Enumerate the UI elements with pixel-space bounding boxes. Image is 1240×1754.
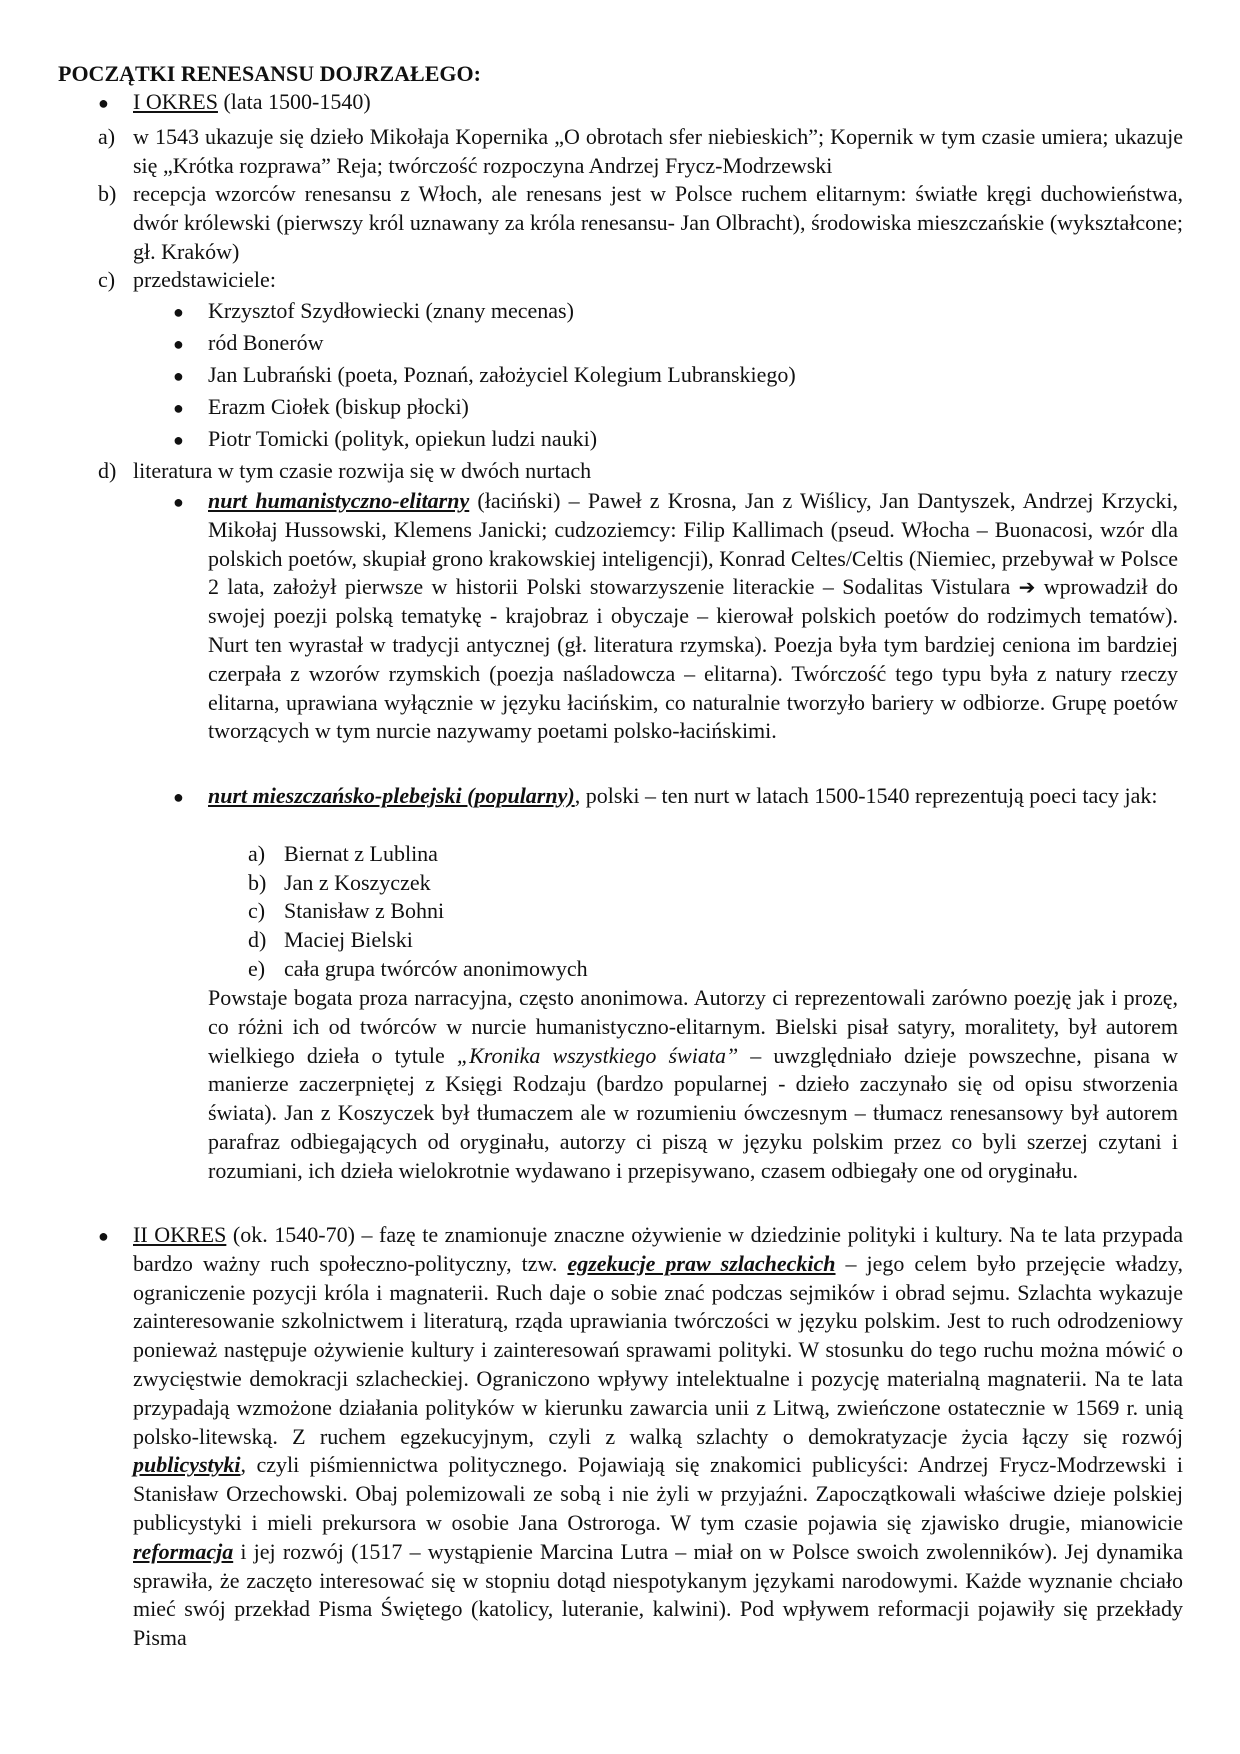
popular-current-text: , polski – ten nurt w latach 1500-1540 reprezentują poeci tacy jak: <box>574 783 1158 808</box>
list-label: d) <box>98 458 117 483</box>
poet-item: Stanisław z Bohni <box>284 898 445 923</box>
bullet-icon: ● <box>173 787 184 807</box>
period2-paragraph <box>133 1221 1183 1653</box>
popular-current-paragraph <box>208 782 1178 811</box>
poet-item: Biernat z Lublina <box>284 841 438 866</box>
poet-item: cała grupa twórców anonimowych <box>284 956 588 981</box>
list-label: d) <box>248 927 267 952</box>
representative-item: Krzysztof Szydłowiecki (znany mecenas) <box>208 298 574 323</box>
period2-text-3: , czyli piśmiennictwa politycznego. Pojawiają się znakomici publicyści: Andrzej Frycz-Modrzewski i Stanisław Orzechowski. Obaj polemizowali ze sobą i nie żyli w przyjaźni. Zapoczątkowali właściwe dzieje polskiej publicystyki i mieli prekursora w osobie Jana Ostroroga. W tym czasie pojawia się zjawisko drugie, mianowicie <box>133 1452 1183 1535</box>
period1-item-d: literatura w tym czasie rozwija się w dwóch nurtach <box>133 458 592 483</box>
list-label: a) <box>98 124 116 149</box>
popular-para-1: Powstaje bogata proza narracyjna, często anonimowa. Autorzy ci reprezentowali zarówno poezję jak i prozę, co różni ich od twórców w nurcie humanistyczno-elitarnym. Bielski pisał satyry, moralitety, był autorem wielkiego dzieła o tytule <box>208 985 1178 1068</box>
popular-para-2: – uwzględniało dzieje powszechne, pisana w manierze zaczerpniętej z Księgi Rodzaju (bardzo popularnej - dzieło zaczynało się od opisu stworzenia świata). Jan z Koszyczek był tłumaczem ale w rozumieniu ówczesnym – tłumacz renesansowy był autorem parafraz odbiegających od oryginału, autorzy ci piszą w języku polskim przez co byli szerzej czytani i rozumiani, ich dzieła wielokrotnie wydawano i przepisywano, czasem odbiegały one od oryginału. <box>208 1042 1179 1183</box>
period1-item-c: przedstawiciele: <box>133 267 276 292</box>
humanist-current-term: nurt humanistyczno-elitarny <box>208 488 470 513</box>
bullet-icon: ● <box>98 1226 109 1246</box>
humanist-text-1: (łaciński) – Paweł z Krosna, Jan z Wiślicy, Jan Dantyszek, Andrzej Krzycki, Mikołaj Hussowski, Klemens Janicki; cudzoziemcy: Filip Kallimach (pseud. Włocha – Buonacosi, wzór dla polskich poetów, skupiał grono krakowskiej inteligencji), Konrad Celtes/Celtis (Niemiec, przebywał w Polsce 2 lata, założył pierwsze w historii Polski stowarzyszenie literackie – Sodalitas Vistulara <box>208 488 1178 600</box>
period1-dates: (lata 1500-1540) <box>217 89 371 114</box>
period2-title: II OKRES <box>133 1222 227 1247</box>
period1-title: I OKRES <box>133 89 218 114</box>
period2-text-1: (ok. 1540-70) – fazę te znamionuje znaczne ożywienie w dziedzinie polityki i kultury. Na te lata przypada bardzo ważny ruch społeczno-polityczny, tzw. <box>133 1222 1183 1276</box>
bullet-icon: ● <box>173 398 184 418</box>
period2-text-4: i jej rozwój (1517 – wystąpienie Marcina Lutra – miał on w Polsce swoich zwolenników). Jej dynamika sprawiła, że zaczęto interesować się w stopniu dotąd niespotykanym językami narodowymi. Każde wyznanie chciało mieć swój przekład Pisma Świętego (katolicy, luteranie, kalwini). Pod wpływem reformacji pojawiły się przekłady Pisma <box>133 1538 1183 1651</box>
bullet-icon: ● <box>173 492 184 512</box>
bullet-icon: ● <box>173 334 184 354</box>
representative-item: Jan Lubrański (poeta, Poznań, założyciel Kolegium Lubranskiego) <box>208 362 796 387</box>
list-label: c) <box>248 898 266 923</box>
right-arrow-icon: ➔ <box>1018 575 1036 600</box>
period1-item-b: recepcja wzorców renesansu z Włoch, ale renesans jest w Polsce ruchem elitarnym: światłe kręgi duchowieństwa, dwór królewski (pierwszy król uznawany za króla renesansu- Jan Olbracht), środowiska mieszczańskie (wykształcone; gł. Kraków) <box>133 181 1183 264</box>
humanist-text-2: wprowadził do swojej poezji polską tematykę - krajobraz i obyczaje – kierował polskich poetów do rodzimych tematów). Nurt ten wyrastał w tradycji antycznej (gł. literatura rzymska). Poezja była tym bardziej ceniona im bardziej czerpała z wzorów rzymskich (poezja naśladowcza – elitarna). Twórczość tego typu była z natury rzeczy elitarna, uprawiana wyłącznie w języku łacińskim, co naturalnie tworzyło bariery w odbiorze. Grupę poetów tworzących w tym nurcie nazywamy poetami polsko-łacińskimi. <box>208 574 1178 744</box>
list-label: e) <box>248 956 266 981</box>
representative-item: ród Bonerów <box>208 330 324 355</box>
humanist-current-paragraph <box>208 487 1178 746</box>
period1-heading <box>133 88 1183 117</box>
work-title: „Kronika wszystkiego świata” <box>456 1042 739 1068</box>
list-label: b) <box>98 181 117 206</box>
bullet-icon: ● <box>173 302 184 322</box>
list-label: c) <box>98 267 116 292</box>
period2-term-reformation: reformacja <box>133 1538 234 1564</box>
list-label: a) <box>248 841 266 866</box>
popular-current-term: nurt mieszczańsko-plebejski (popularny) <box>208 783 575 808</box>
bullet-icon: ● <box>173 430 184 450</box>
representative-item: Piotr Tomicki (polityk, opiekun ludzi nauki) <box>208 426 598 451</box>
bullet-icon: ● <box>98 93 109 113</box>
period2-term-journalism: publicystyki <box>133 1452 241 1478</box>
bullet-icon: ● <box>173 366 184 386</box>
period1-item-a: w 1543 ukazuje się dzieło Mikołaja Kopernika „O obrotach sfer niebieskich”; Kopernik w tym czasie umiera; ukazuje się „Krótka rozprawa” Reja; twórczość rozpoczyna Andrzej Frycz-Modrzewski <box>133 124 1183 178</box>
period2-text-2: – jego celem było przejęcie władzy, ograniczenie pozycji króla i magnaterii. Ruch daje o sobie znać podczas sejmików i obrad sejmu. Szlachta wykazuje zainteresowanie szkolnictwem i literaturą, rząda uprawiania twórczości w języku polskim. Jest to ruch odrodzeniowy ponieważ następuje ożywienie kultury i zainteresowań sprawami polityki. W stosunku do tego ruchu można mówić o zwycięstwie demokracji szlacheckiej. Ograniczono wpływy intelektualne i pozycję materialną magnaterii. Na te lata przypadają wzmożone działania polityków w kierunku zawarcia unii z Litwą, zwieńczone ostatecznie w 1569 r. unią polsko-litewską. Z ruchem egzekucyjnym, czyli z walką szlachty o demokratyzacje życia łączy się rozwój <box>133 1250 1183 1449</box>
poet-item: Maciej Bielski <box>284 927 413 952</box>
page-title: POCZĄTKI RENESANSU DOJRZAŁEGO: <box>58 61 481 86</box>
representative-item: Erazm Ciołek (biskup płocki) <box>208 394 469 419</box>
popular-current-description <box>208 984 1178 1186</box>
list-label: b) <box>248 870 267 895</box>
period2-term-executions: egzekucje praw szlacheckich <box>567 1250 836 1276</box>
poet-item: Jan z Koszyczek <box>284 870 431 895</box>
